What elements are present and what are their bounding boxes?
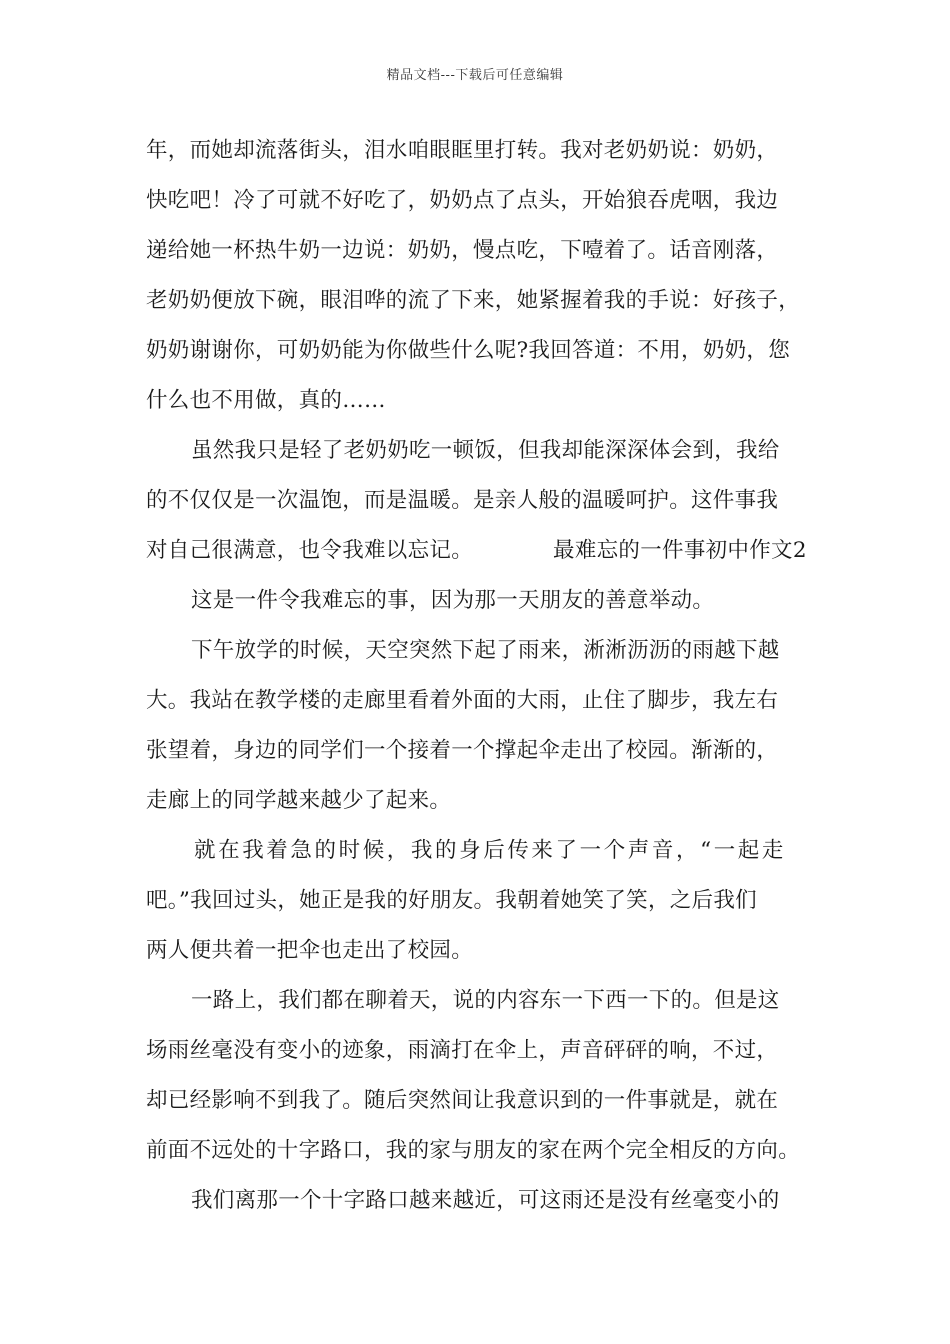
text-line: 张望着，身边的同学们一个接着一个撑起伞走出了校园。渐渐的， [146,738,779,763]
document-body [146,132,826,1232]
text-line [146,532,826,582]
paragraph-start-line: 下午放学的时候，天空突然下起了雨来，淅淅沥沥的雨越下越 [191,638,780,663]
text-line: 大。我站在教学楼的走廊里看着外面的大雨，止住了脚步，我左右 [146,688,779,713]
text-line: 前面不远处的十字路口，我的家与朋友的家在两个完全相反的方向。 [146,1138,801,1163]
paragraph-start-line: 我们离那一个十字路口越来越近，可这雨还是没有丝毫变小的 [191,1188,780,1213]
paragraph-start-line: 这是一件令我难忘的事，因为那一天朋友的善意举动。 [191,588,715,613]
text-line: 吧。”我回过头，她正是我的好朋友。我朝着她笑了笑，之后我们 [146,888,757,913]
text-line: 却已经影响不到我了。随后突然间让我意识到的一件事就是，就在 [146,1088,779,1113]
paragraph-end-text: 对自己很满意，也令我难以忘记。 [146,538,474,563]
page-header: 精品文档---下载后可任意编辑 [386,68,564,83]
paragraph-start-line: 一路上，我们都在聊着天，说的内容东一下西一下的。但是这 [191,988,780,1013]
text-line: 快吃吧！冷了可就不好吃了，奶奶点了点头，开始狼吞虎咽，我边 [146,188,779,213]
text-line: 老奶奶便放下碗，眼泪哗的流了下来，她紧握着我的手说：好孩子， [146,288,801,313]
text-line: 走廊上的同学越来越少了起来。 [146,788,452,813]
text-line: 年，而她却流落街头，泪水咱眼眶里打转。我对老奶奶说：奶奶， [146,138,779,163]
text-line: 场雨丝毫没有变小的迹象，雨滴打在伞上，声音砰砰的响，不过， [146,1038,779,1063]
paragraph-start-line: 虽然我只是轻了老奶奶吃一顿饭，但我却能深深体会到，我给 [191,438,780,463]
text-line: 什么也不用做，真的…… [146,388,386,413]
paragraph-start-line: 就在我着急的时候，我的身后传来了一个声音，“一起走 [194,838,786,863]
essay-title: 最难忘的一件事初中作文2 [553,538,807,563]
text-line: 递给她一杯热牛奶一边说：奶奶，慢点吃，下噎着了。话音刚落， [146,238,779,263]
text-line: 的不仅仅是一次温饱，而是温暖。是亲人般的温暖呵护。这件事我 [146,488,779,513]
text-line: 奶奶谢谢你，可奶奶能为你做些什么呢?我回答道：不用，奶奶，您 [146,338,791,363]
text-line: 两人便共着一把伞也走出了校园。 [146,938,474,963]
